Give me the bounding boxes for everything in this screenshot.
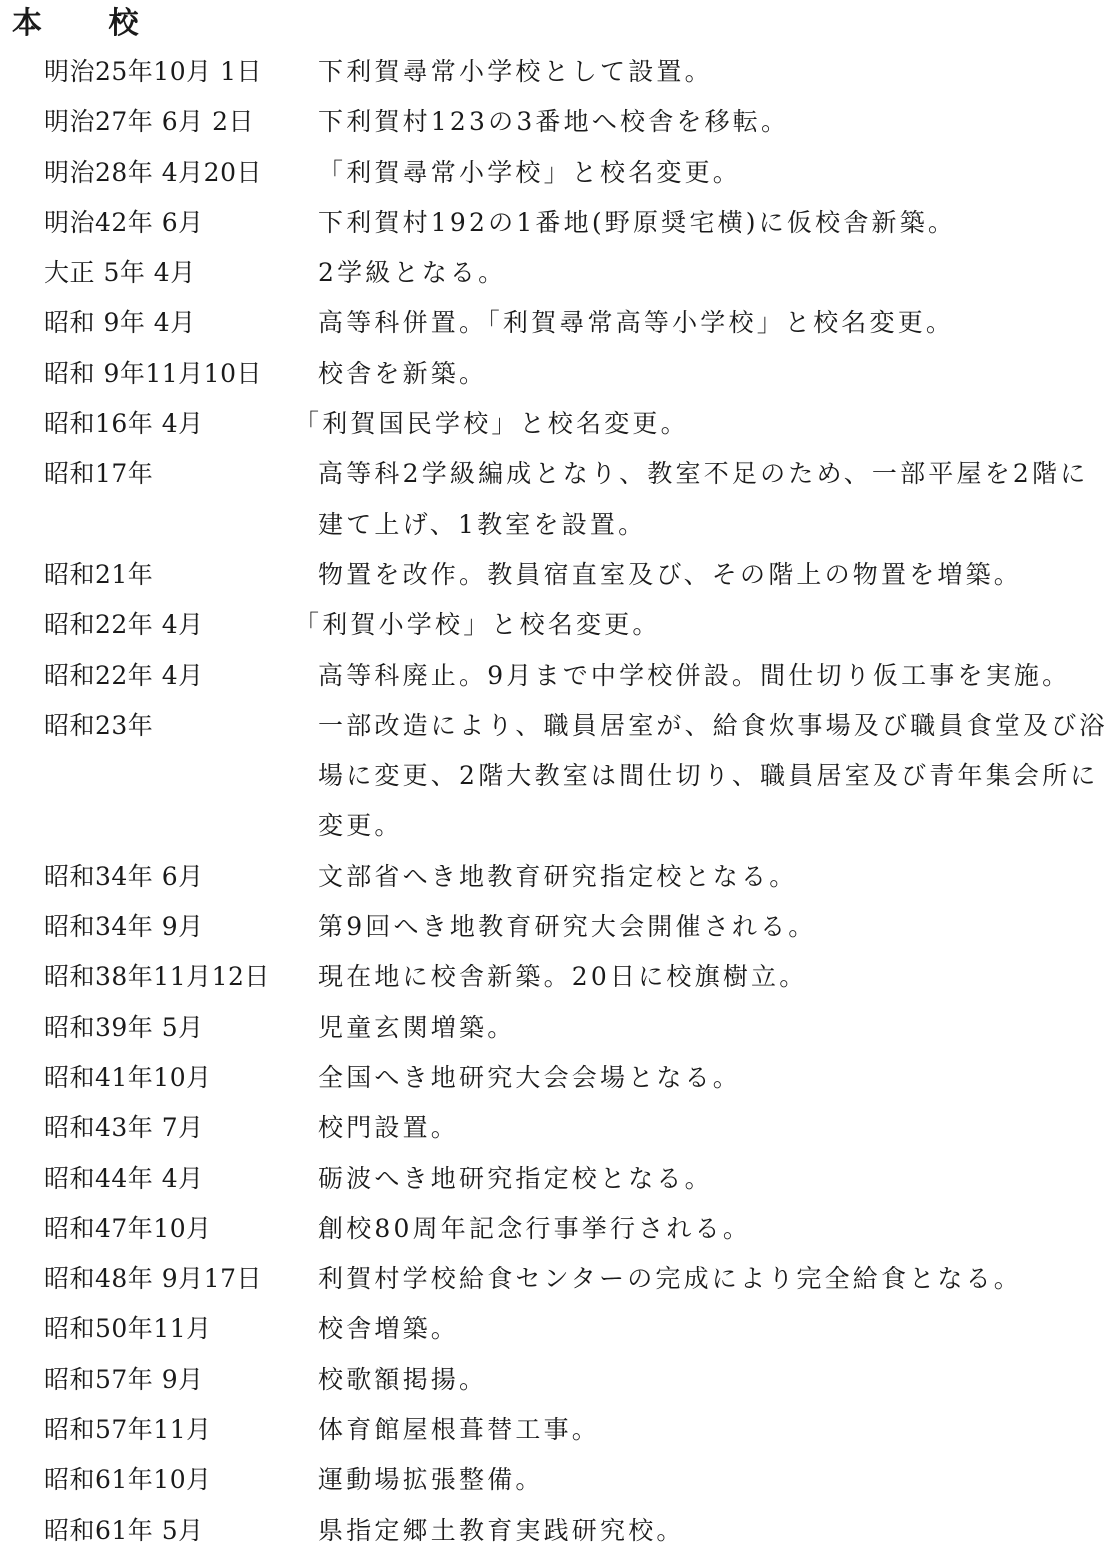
entry-date: 明治25年10月 1日	[44, 57, 262, 86]
entry-text: 一部改造により、職員居室が、給食炊事場及び職員食堂及び浴場に変更、2階大教室は間仕切り、職員居室及び青年集会所に変更。	[318, 710, 1108, 841]
entry-date: 昭和38年11月12日	[44, 962, 270, 992]
history-entry	[0, 148, 1118, 198]
entry-date: 昭和34年 9月	[44, 912, 204, 942]
history-entry	[0, 1304, 1118, 1354]
history-entry	[0, 1053, 1118, 1103]
history-entry	[0, 952, 1118, 1002]
history-entry	[0, 399, 1118, 449]
history-entry	[0, 349, 1118, 399]
entry-date: 昭和50年11月	[44, 1314, 212, 1344]
entry-date: 大正 5年 4月	[44, 258, 196, 288]
entry-text: 下利賀村192の1番地(野原奨宅横)に仮校舎新築。	[318, 207, 957, 237]
entry-text: 「利賀尋常小学校」と校名変更。	[318, 157, 742, 187]
entry-text: 創校80周年記念行事挙行される。	[318, 1213, 752, 1243]
history-entry	[0, 600, 1118, 650]
history-entry	[0, 651, 1118, 701]
entry-date: 昭和34年 6月	[44, 861, 204, 891]
history-entry	[0, 1355, 1118, 1405]
entry-date: 昭和17年	[44, 459, 154, 489]
entry-date: 昭和22年 4月	[44, 610, 204, 640]
entry-date: 昭和61年10月	[44, 1465, 212, 1495]
history-entry	[0, 701, 1118, 852]
entry-date: 昭和22年 4月	[44, 660, 204, 690]
history-entry	[0, 902, 1118, 952]
entry-text: 第9回へき地教育研究大会開催される。	[318, 912, 817, 942]
entry-text: 利賀村学校給食センターの完成により完全給食となる。	[318, 1264, 1023, 1294]
entry-date: 昭和41年10月	[44, 1062, 212, 1092]
entry-date: 昭和57年11月	[44, 1415, 212, 1445]
entry-text: 県指定郷土教育実践研究校。	[318, 1515, 685, 1545]
history-entry	[0, 550, 1118, 600]
entry-text: 全国へき地研究大会会場となる。	[318, 1062, 742, 1092]
entry-text: 校門設置。	[318, 1113, 460, 1143]
entry-text: 下利賀村123の3番地へ校舎を移転。	[318, 107, 790, 137]
entry-text: 「利賀小学校」と校名変更。	[294, 610, 661, 640]
history-entry	[0, 298, 1118, 348]
entry-date: 昭和23年	[44, 710, 154, 740]
entry-text: 物置を改作。教員宿直室及び、その階上の物置を増築。	[318, 559, 1023, 589]
history-entry	[0, 198, 1118, 248]
entry-date: 昭和 9年11月10日	[44, 358, 262, 388]
history-entry	[0, 1405, 1118, 1455]
history-entry	[0, 1204, 1118, 1254]
entry-date: 昭和21年	[44, 559, 154, 589]
entry-text: 2学級となる。	[318, 258, 507, 288]
entry-text: 校歌額掲揚。	[318, 1364, 488, 1394]
entry-date: 昭和16年 4月	[44, 409, 204, 439]
history-entry	[0, 1154, 1118, 1204]
entry-text: 現在地に校舎新築。20日に校旗樹立。	[318, 962, 808, 992]
history-entry	[0, 1003, 1118, 1053]
history-entry	[0, 1455, 1118, 1505]
history-list	[0, 47, 1118, 1556]
entry-date: 昭和 9年 4月	[44, 308, 196, 338]
entry-text: 高等科2学級編成となり、教室不足のため、一部平屋を2階に建て上げ、1教室を設置。	[318, 459, 1089, 539]
entry-date: 昭和44年 4月	[44, 1163, 204, 1193]
entry-date: 明治27年 6月 2日	[44, 107, 255, 137]
entry-date: 明治28年 4月20日	[44, 157, 262, 187]
history-entry	[0, 1254, 1118, 1304]
entry-text: 児童玄関増築。	[318, 1012, 516, 1042]
entry-date: 明治42年 6月	[44, 207, 204, 237]
entry-date: 昭和43年 7月	[44, 1113, 204, 1143]
entry-date: 昭和47年10月	[44, 1213, 212, 1243]
entry-date: 昭和48年 9月17日	[44, 1264, 262, 1294]
entry-date: 昭和61年 5月	[44, 1515, 204, 1545]
entry-text: 下利賀尋常小学校として設置。	[318, 57, 713, 86]
entry-text: 高等科併置。「利賀尋常高等小学校」と校名変更。	[318, 308, 955, 338]
entry-text: 砺波へき地研究指定校となる。	[318, 1163, 713, 1193]
entry-text: 校舎を新築。	[318, 358, 488, 388]
history-entry	[0, 47, 1118, 97]
history-entry	[0, 449, 1118, 550]
entry-date: 昭和57年 9月	[44, 1364, 204, 1394]
history-entry	[0, 1506, 1118, 1556]
section-heading: 本 校	[12, 6, 167, 41]
entry-text: 運動場拡張整備。	[318, 1465, 544, 1495]
entry-text: 「利賀国民学校」と校名変更。	[294, 409, 689, 439]
history-entry	[0, 1103, 1118, 1153]
entry-text: 文部省へき地教育研究指定校となる。	[318, 861, 798, 891]
history-entry	[0, 97, 1118, 147]
entry-text: 体育館屋根葺替工事。	[318, 1415, 601, 1445]
history-entry	[0, 248, 1118, 298]
entry-text: 高等科廃止。9月まで中学校併設。間仕切り仮工事を実施。	[318, 660, 1071, 690]
entry-date: 昭和39年 5月	[44, 1012, 204, 1042]
entry-text: 校舎増築。	[318, 1314, 460, 1344]
history-entry	[0, 852, 1118, 902]
